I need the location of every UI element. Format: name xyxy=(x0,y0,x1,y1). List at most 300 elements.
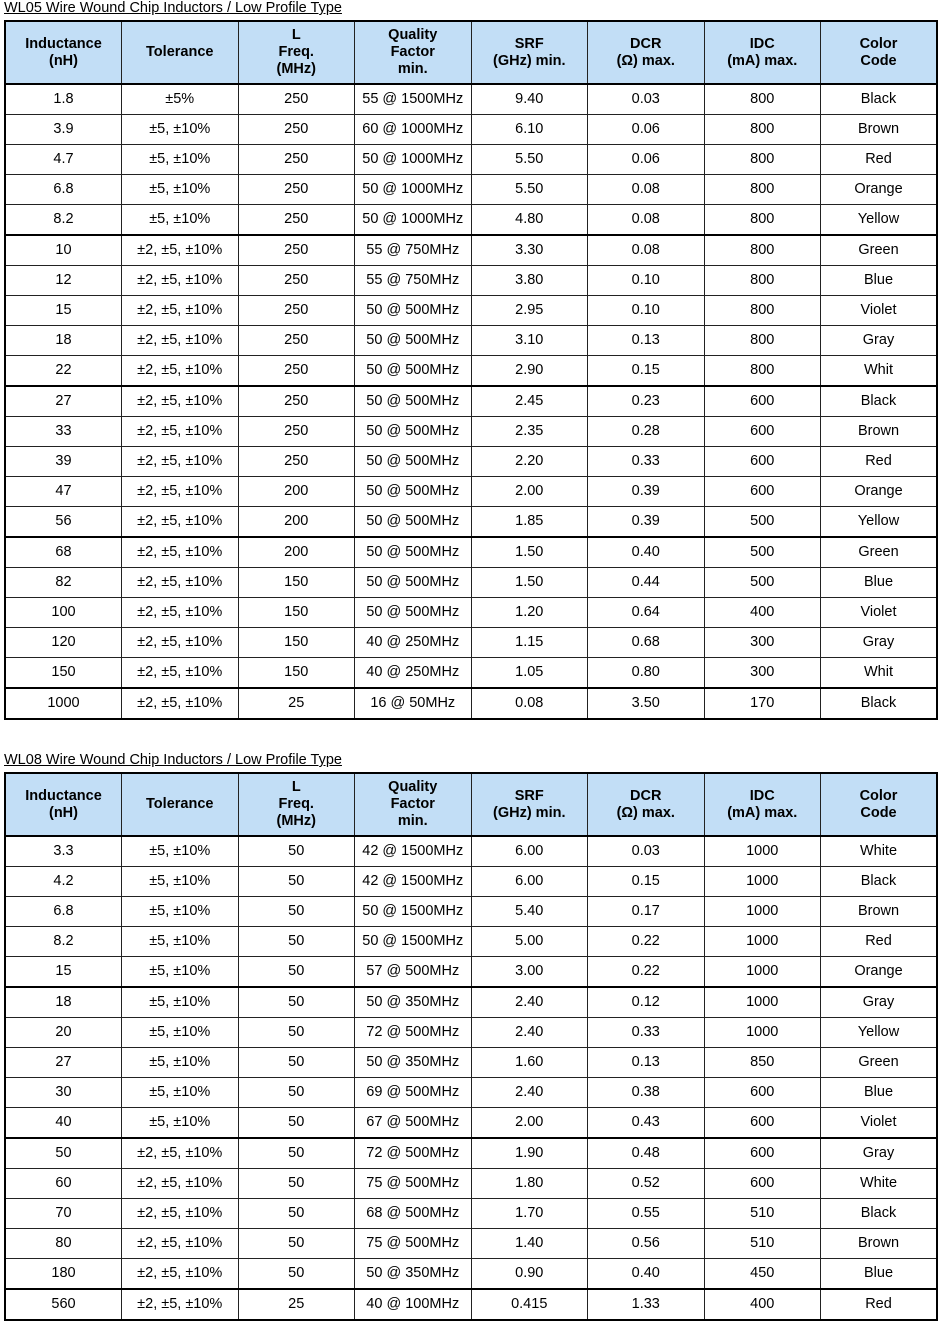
cell-quality-factor: 50 @ 500MHz xyxy=(355,477,472,507)
cell-color-code: Yellow xyxy=(821,507,938,538)
cell-dcr: 0.13 xyxy=(588,326,705,356)
table-row xyxy=(5,1289,937,1320)
cell-l-freq: 200 xyxy=(238,537,355,568)
table-row xyxy=(5,356,937,387)
wl08-table-body xyxy=(5,836,937,1320)
cell-dcr: 0.38 xyxy=(588,1078,705,1108)
table-row xyxy=(5,628,937,658)
cell-tolerance: ±5, ±10% xyxy=(122,205,239,236)
table-row xyxy=(5,927,937,957)
column-header-line: IDC xyxy=(749,787,775,804)
cell-color-code: Blue xyxy=(821,1078,938,1108)
cell-inductance: 10 xyxy=(5,235,122,266)
cell-quality-factor: 50 @ 500MHz xyxy=(355,568,472,598)
cell-color-code: Violet xyxy=(821,1108,938,1139)
cell-idc: 800 xyxy=(704,356,821,387)
cell-color-code: Brown xyxy=(821,115,938,145)
cell-idc: 510 xyxy=(704,1199,821,1229)
cell-color-code: White xyxy=(821,1169,938,1199)
cell-dcr: 0.06 xyxy=(588,115,705,145)
cell-quality-factor: 55 @ 1500MHz xyxy=(355,84,472,115)
cell-tolerance: ±2, ±5, ±10% xyxy=(122,477,239,507)
cell-color-code: Violet xyxy=(821,296,938,326)
cell-color-code: Green xyxy=(821,235,938,266)
table-row xyxy=(5,145,937,175)
cell-srf: 1.40 xyxy=(471,1229,588,1259)
column-header-quality-factor xyxy=(355,773,472,836)
cell-inductance: 15 xyxy=(5,296,122,326)
cell-srf: 4.80 xyxy=(471,205,588,236)
table-row xyxy=(5,175,937,205)
cell-dcr: 0.39 xyxy=(588,477,705,507)
cell-srf: 6.00 xyxy=(471,867,588,897)
column-header-line: Freq. xyxy=(278,44,314,60)
cell-quality-factor: 50 @ 500MHz xyxy=(355,417,472,447)
cell-quality-factor: 40 @ 250MHz xyxy=(355,628,472,658)
cell-color-code: Black xyxy=(821,1199,938,1229)
column-header-line: (GHz) min. xyxy=(493,804,566,821)
cell-inductance: 6.8 xyxy=(5,175,122,205)
cell-l-freq: 150 xyxy=(238,568,355,598)
cell-quality-factor: 68 @ 500MHz xyxy=(355,1199,472,1229)
cell-inductance: 70 xyxy=(5,1199,122,1229)
cell-color-code: Black xyxy=(821,867,938,897)
cell-dcr: 0.39 xyxy=(588,507,705,538)
cell-srf: 2.95 xyxy=(471,296,588,326)
cell-idc: 450 xyxy=(704,1259,821,1290)
cell-dcr: 0.23 xyxy=(588,386,705,417)
cell-inductance: 100 xyxy=(5,598,122,628)
cell-l-freq: 150 xyxy=(238,598,355,628)
cell-l-freq: 200 xyxy=(238,507,355,538)
cell-color-code: Red xyxy=(821,447,938,477)
cell-tolerance: ±2, ±5, ±10% xyxy=(122,447,239,477)
cell-quality-factor: 50 @ 350MHz xyxy=(355,1259,472,1290)
cell-dcr: 0.15 xyxy=(588,867,705,897)
cell-dcr: 0.52 xyxy=(588,1169,705,1199)
cell-dcr: 0.22 xyxy=(588,957,705,988)
cell-srf: 0.415 xyxy=(471,1289,588,1320)
cell-dcr: 0.68 xyxy=(588,628,705,658)
cell-srf: 1.20 xyxy=(471,598,588,628)
cell-quality-factor: 69 @ 500MHz xyxy=(355,1078,472,1108)
cell-color-code: Gray xyxy=(821,987,938,1018)
cell-idc: 600 xyxy=(704,1169,821,1199)
cell-dcr: 0.15 xyxy=(588,356,705,387)
cell-srf: 3.80 xyxy=(471,266,588,296)
cell-tolerance: ±2, ±5, ±10% xyxy=(122,1259,239,1290)
cell-inductance: 30 xyxy=(5,1078,122,1108)
column-header-srf xyxy=(471,21,588,84)
cell-quality-factor: 42 @ 1500MHz xyxy=(355,867,472,897)
cell-l-freq: 50 xyxy=(238,836,355,867)
cell-l-freq: 250 xyxy=(238,326,355,356)
table-row xyxy=(5,867,937,897)
cell-idc: 1000 xyxy=(704,987,821,1018)
cell-inductance: 560 xyxy=(5,1289,122,1320)
cell-dcr: 0.64 xyxy=(588,598,705,628)
cell-srf: 6.00 xyxy=(471,836,588,867)
cell-quality-factor: 50 @ 350MHz xyxy=(355,1048,472,1078)
cell-srf: 5.00 xyxy=(471,927,588,957)
cell-dcr: 0.43 xyxy=(588,1108,705,1139)
cell-dcr: 0.08 xyxy=(588,235,705,266)
column-header-line: min. xyxy=(397,61,428,77)
column-header-line: (nH) xyxy=(49,52,78,69)
cell-tolerance: ±5, ±10% xyxy=(122,1078,239,1108)
cell-srf: 1.80 xyxy=(471,1169,588,1199)
table-row xyxy=(5,417,937,447)
cell-idc: 400 xyxy=(704,598,821,628)
cell-l-freq: 150 xyxy=(238,658,355,689)
cell-tolerance: ±5, ±10% xyxy=(122,987,239,1018)
cell-l-freq: 25 xyxy=(238,688,355,719)
column-header-line: Tolerance xyxy=(146,796,214,812)
cell-color-code: Orange xyxy=(821,957,938,988)
cell-color-code: Violet xyxy=(821,598,938,628)
table-row xyxy=(5,84,937,115)
cell-tolerance: ±2, ±5, ±10% xyxy=(122,1229,239,1259)
cell-idc: 600 xyxy=(704,1138,821,1169)
cell-dcr: 0.13 xyxy=(588,1048,705,1078)
table-row xyxy=(5,1018,937,1048)
wl05-section xyxy=(4,0,936,720)
cell-l-freq: 200 xyxy=(238,477,355,507)
column-header-srf xyxy=(471,773,588,836)
cell-srf: 0.90 xyxy=(471,1259,588,1290)
column-header-line: Tolerance xyxy=(146,44,214,60)
cell-dcr: 0.40 xyxy=(588,537,705,568)
cell-dcr: 3.50 xyxy=(588,688,705,719)
cell-color-code: Orange xyxy=(821,175,938,205)
cell-srf: 2.45 xyxy=(471,386,588,417)
cell-dcr: 0.03 xyxy=(588,84,705,115)
cell-srf: 1.50 xyxy=(471,568,588,598)
cell-quality-factor: 42 @ 1500MHz xyxy=(355,836,472,867)
table-row xyxy=(5,836,937,867)
table-row xyxy=(5,658,937,689)
cell-idc: 1000 xyxy=(704,957,821,988)
cell-tolerance: ±2, ±5, ±10% xyxy=(122,356,239,387)
cell-inductance: 12 xyxy=(5,266,122,296)
cell-dcr: 0.10 xyxy=(588,266,705,296)
cell-color-code: Red xyxy=(821,1289,938,1320)
cell-inductance: 120 xyxy=(5,628,122,658)
column-header-line: (nH) xyxy=(49,804,78,821)
column-header-line: L xyxy=(291,27,301,43)
cell-idc: 800 xyxy=(704,84,821,115)
column-header-line: Freq. xyxy=(278,796,314,812)
cell-inductance: 82 xyxy=(5,568,122,598)
cell-color-code: Yellow xyxy=(821,205,938,236)
cell-quality-factor: 50 @ 500MHz xyxy=(355,447,472,477)
cell-dcr: 0.10 xyxy=(588,296,705,326)
cell-inductance: 4.2 xyxy=(5,867,122,897)
table-row xyxy=(5,568,937,598)
cell-quality-factor: 50 @ 500MHz xyxy=(355,356,472,387)
cell-srf: 2.40 xyxy=(471,1078,588,1108)
wl05-spec-table xyxy=(4,20,938,720)
cell-idc: 1000 xyxy=(704,867,821,897)
cell-idc: 500 xyxy=(704,568,821,598)
cell-color-code: Brown xyxy=(821,1229,938,1259)
cell-inductance: 68 xyxy=(5,537,122,568)
cell-l-freq: 50 xyxy=(238,1169,355,1199)
column-header-line: (mA) max. xyxy=(727,52,798,69)
cell-l-freq: 250 xyxy=(238,356,355,387)
column-header-line: (GHz) min. xyxy=(493,52,566,69)
cell-color-code: White xyxy=(821,836,938,867)
cell-inductance: 33 xyxy=(5,417,122,447)
cell-idc: 600 xyxy=(704,417,821,447)
cell-color-code: Red xyxy=(821,927,938,957)
cell-dcr: 0.33 xyxy=(588,1018,705,1048)
column-header-line: Factor xyxy=(390,796,435,812)
cell-srf: 2.00 xyxy=(471,477,588,507)
cell-tolerance: ±2, ±5, ±10% xyxy=(122,386,239,417)
column-header-color-code xyxy=(821,773,938,836)
cell-inductance: 1.8 xyxy=(5,84,122,115)
cell-srf: 1.90 xyxy=(471,1138,588,1169)
cell-srf: 5.50 xyxy=(471,175,588,205)
cell-srf: 1.50 xyxy=(471,537,588,568)
column-header-line: (mA) max. xyxy=(727,804,798,821)
cell-idc: 300 xyxy=(704,628,821,658)
cell-l-freq: 250 xyxy=(238,115,355,145)
cell-srf: 1.15 xyxy=(471,628,588,658)
cell-idc: 800 xyxy=(704,266,821,296)
cell-inductance: 8.2 xyxy=(5,205,122,236)
cell-tolerance: ±5, ±10% xyxy=(122,145,239,175)
cell-tolerance: ±2, ±5, ±10% xyxy=(122,1289,239,1320)
cell-quality-factor: 50 @ 1000MHz xyxy=(355,175,472,205)
cell-tolerance: ±2, ±5, ±10% xyxy=(122,658,239,689)
cell-srf: 1.05 xyxy=(471,658,588,689)
cell-quality-factor: 72 @ 500MHz xyxy=(355,1018,472,1048)
cell-idc: 1000 xyxy=(704,836,821,867)
cell-idc: 800 xyxy=(704,145,821,175)
cell-l-freq: 250 xyxy=(238,235,355,266)
cell-inductance: 20 xyxy=(5,1018,122,1048)
cell-l-freq: 250 xyxy=(238,84,355,115)
column-header-inductance xyxy=(5,773,122,836)
column-header-inductance xyxy=(5,21,122,84)
cell-idc: 300 xyxy=(704,658,821,689)
cell-l-freq: 250 xyxy=(238,417,355,447)
column-header-line: DCR xyxy=(630,35,662,52)
cell-color-code: Yellow xyxy=(821,1018,938,1048)
cell-srf: 3.10 xyxy=(471,326,588,356)
cell-tolerance: ±5, ±10% xyxy=(122,115,239,145)
column-header-line: Factor xyxy=(390,44,435,60)
cell-l-freq: 250 xyxy=(238,266,355,296)
table-row xyxy=(5,897,937,927)
cell-quality-factor: 50 @ 1500MHz xyxy=(355,927,472,957)
cell-dcr: 0.17 xyxy=(588,897,705,927)
column-header-line: (Ω) max. xyxy=(616,804,675,821)
cell-dcr: 0.12 xyxy=(588,987,705,1018)
cell-tolerance: ±5, ±10% xyxy=(122,1108,239,1139)
cell-dcr: 0.08 xyxy=(588,175,705,205)
table-row xyxy=(5,1259,937,1290)
cell-tolerance: ±2, ±5, ±10% xyxy=(122,417,239,447)
table-row xyxy=(5,688,937,719)
cell-inductance: 80 xyxy=(5,1229,122,1259)
table-row xyxy=(5,266,937,296)
table-row xyxy=(5,1048,937,1078)
wl05-table-body xyxy=(5,84,937,719)
column-header-idc xyxy=(704,21,821,84)
column-header-line: Inductance xyxy=(25,787,102,804)
table-row xyxy=(5,987,937,1018)
table-row xyxy=(5,1199,937,1229)
column-header-line: (Ω) max. xyxy=(616,52,675,69)
cell-inductance: 56 xyxy=(5,507,122,538)
cell-l-freq: 50 xyxy=(238,987,355,1018)
cell-idc: 500 xyxy=(704,537,821,568)
column-header-line: Inductance xyxy=(25,35,102,52)
cell-color-code: Whit xyxy=(821,658,938,689)
cell-quality-factor: 72 @ 500MHz xyxy=(355,1138,472,1169)
cell-l-freq: 50 xyxy=(238,1199,355,1229)
cell-l-freq: 250 xyxy=(238,145,355,175)
cell-idc: 800 xyxy=(704,175,821,205)
cell-quality-factor: 50 @ 500MHz xyxy=(355,537,472,568)
cell-idc: 170 xyxy=(704,688,821,719)
column-header-line: SRF xyxy=(514,787,544,804)
cell-tolerance: ±2, ±5, ±10% xyxy=(122,688,239,719)
cell-tolerance: ±2, ±5, ±10% xyxy=(122,598,239,628)
cell-l-freq: 50 xyxy=(238,897,355,927)
cell-tolerance: ±2, ±5, ±10% xyxy=(122,1199,239,1229)
table-row xyxy=(5,598,937,628)
header-row xyxy=(5,21,937,84)
cell-color-code: Gray xyxy=(821,1138,938,1169)
cell-quality-factor: 50 @ 500MHz xyxy=(355,326,472,356)
cell-idc: 800 xyxy=(704,115,821,145)
cell-tolerance: ±2, ±5, ±10% xyxy=(122,537,239,568)
cell-idc: 600 xyxy=(704,1078,821,1108)
cell-l-freq: 50 xyxy=(238,957,355,988)
cell-srf: 1.70 xyxy=(471,1199,588,1229)
column-header-line: Code xyxy=(860,804,897,821)
wl08-spec-table xyxy=(4,772,938,1321)
cell-srf: 2.20 xyxy=(471,447,588,477)
cell-quality-factor: 50 @ 500MHz xyxy=(355,598,472,628)
cell-inductance: 1000 xyxy=(5,688,122,719)
cell-l-freq: 50 xyxy=(238,1259,355,1290)
wl05-table-header xyxy=(5,21,937,84)
cell-color-code: Gray xyxy=(821,628,938,658)
column-header-line: Color xyxy=(859,787,898,804)
cell-srf: 2.40 xyxy=(471,987,588,1018)
cell-l-freq: 25 xyxy=(238,1289,355,1320)
cell-color-code: Black xyxy=(821,84,938,115)
cell-inductance: 40 xyxy=(5,1108,122,1139)
cell-inductance: 50 xyxy=(5,1138,122,1169)
column-header-line: (MHz) xyxy=(276,61,316,77)
header-row xyxy=(5,773,937,836)
cell-idc: 600 xyxy=(704,1108,821,1139)
cell-inductance: 18 xyxy=(5,987,122,1018)
cell-quality-factor: 50 @ 1000MHz xyxy=(355,145,472,175)
cell-tolerance: ±2, ±5, ±10% xyxy=(122,326,239,356)
table-row xyxy=(5,507,937,538)
cell-srf: 6.10 xyxy=(471,115,588,145)
cell-idc: 1000 xyxy=(704,927,821,957)
cell-dcr: 0.80 xyxy=(588,658,705,689)
cell-quality-factor: 16 @ 50MHz xyxy=(355,688,472,719)
cell-tolerance: ±5, ±10% xyxy=(122,836,239,867)
cell-srf: 5.40 xyxy=(471,897,588,927)
cell-dcr: 0.08 xyxy=(588,205,705,236)
table-row xyxy=(5,1229,937,1259)
column-header-line: IDC xyxy=(749,35,775,52)
cell-quality-factor: 55 @ 750MHz xyxy=(355,235,472,266)
cell-inductance: 4.7 xyxy=(5,145,122,175)
cell-l-freq: 50 xyxy=(238,1108,355,1139)
column-header-l-freq xyxy=(238,21,355,84)
cell-tolerance: ±5, ±10% xyxy=(122,957,239,988)
wl08-table-header xyxy=(5,773,937,836)
cell-idc: 510 xyxy=(704,1229,821,1259)
table-row xyxy=(5,296,937,326)
table-row xyxy=(5,957,937,988)
table-row xyxy=(5,447,937,477)
column-header-line: (MHz) xyxy=(276,813,316,829)
table-row xyxy=(5,205,937,236)
cell-srf: 9.40 xyxy=(471,84,588,115)
cell-quality-factor: 57 @ 500MHz xyxy=(355,957,472,988)
cell-l-freq: 50 xyxy=(238,1018,355,1048)
cell-color-code: Blue xyxy=(821,568,938,598)
column-header-line: DCR xyxy=(630,787,662,804)
table-row xyxy=(5,326,937,356)
cell-idc: 600 xyxy=(704,477,821,507)
cell-tolerance: ±5, ±10% xyxy=(122,927,239,957)
wl08-section xyxy=(4,752,936,1321)
cell-color-code: Whit xyxy=(821,356,938,387)
cell-inductance: 150 xyxy=(5,658,122,689)
cell-inductance: 27 xyxy=(5,1048,122,1078)
column-header-line: min. xyxy=(397,813,428,829)
cell-l-freq: 250 xyxy=(238,386,355,417)
table-row xyxy=(5,537,937,568)
cell-idc: 800 xyxy=(704,296,821,326)
cell-dcr: 0.03 xyxy=(588,836,705,867)
cell-dcr: 0.48 xyxy=(588,1138,705,1169)
column-header-line: Quality xyxy=(388,779,438,795)
cell-quality-factor: 75 @ 500MHz xyxy=(355,1169,472,1199)
cell-l-freq: 250 xyxy=(238,175,355,205)
cell-quality-factor: 50 @ 500MHz xyxy=(355,386,472,417)
cell-quality-factor: 40 @ 250MHz xyxy=(355,658,472,689)
cell-color-code: Orange xyxy=(821,477,938,507)
column-header-quality-factor xyxy=(355,21,472,84)
column-header-idc xyxy=(704,773,821,836)
cell-srf: 5.50 xyxy=(471,145,588,175)
cell-idc: 1000 xyxy=(704,897,821,927)
cell-idc: 1000 xyxy=(704,1018,821,1048)
cell-idc: 800 xyxy=(704,205,821,236)
cell-color-code: Black xyxy=(821,386,938,417)
cell-inductance: 15 xyxy=(5,957,122,988)
wl08-table-title: WL08 Wire Wound Chip Inductors / Low Profile Type xyxy=(4,752,342,768)
cell-inductance: 180 xyxy=(5,1259,122,1290)
cell-inductance: 27 xyxy=(5,386,122,417)
cell-inductance: 3.9 xyxy=(5,115,122,145)
cell-color-code: Blue xyxy=(821,1259,938,1290)
